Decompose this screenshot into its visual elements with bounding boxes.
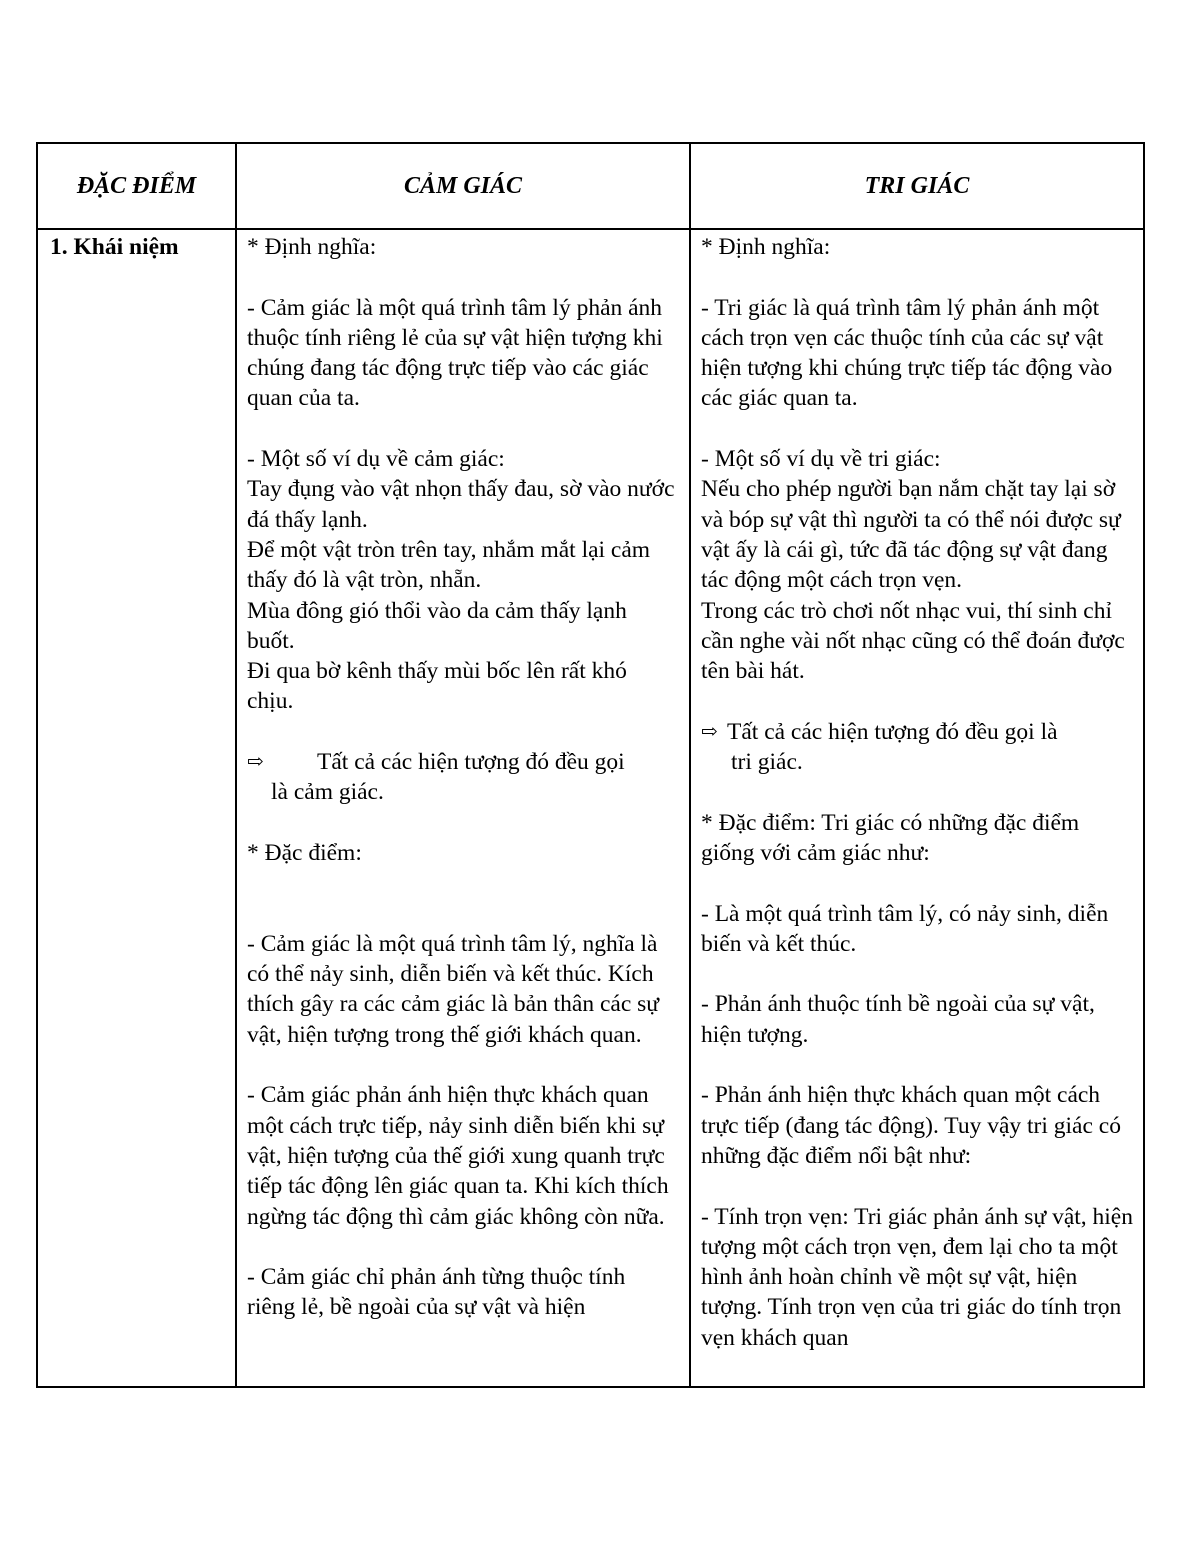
table-row-concept bbox=[37, 229, 1144, 1387]
sensation-conclusion bbox=[247, 747, 679, 777]
perception-feature: - Tính trọn vẹn: Tri giác phản ánh sự vật, hiện tượng một cách trọn vẹn, đem lại cho ta một hình ảnh hoàn chỉnh về một sự vật, hiện tượng. Tính trọn vẹn của tri giác do tính trọn vẹn khách quan bbox=[701, 1203, 1133, 1351]
sensation-example: Đi qua bờ kênh thấy mùi bốc lên rất khó chịu. bbox=[247, 658, 627, 715]
row-label: 1. Khái niệm bbox=[50, 234, 179, 260]
comparison-table bbox=[36, 142, 1145, 1388]
header-characteristic-text: ĐẶC ĐIỂM bbox=[76, 172, 197, 199]
arrow-right-icon: ⇨ bbox=[701, 720, 718, 743]
perception-features-title: * Đặc điểm: Tri giác có những đặc điểm giống với cảm giác như: bbox=[701, 809, 1080, 866]
perception-feature: - Là một quá trình tâm lý, có nảy sinh, diễn biến và kết thúc. bbox=[701, 900, 1109, 957]
perception-feature: - Phản ánh thuộc tính bề ngoài của sự vật, hiện tượng. bbox=[701, 991, 1095, 1048]
arrow-right-icon: ⇨ bbox=[247, 751, 264, 774]
sensation-feature: - Cảm giác phản ánh hiện thực khách quan một cách trực tiếp, nảy sinh diễn biến khi sự vật, hiện tượng của thế giới xung quanh trực tiếp tác động lên giác quan ta. Khi kích thích ngừng tác động thì cảm giác không còn nữa. bbox=[247, 1082, 669, 1230]
row-label-cell bbox=[37, 229, 236, 1387]
sensation-feature: - Cảm giác chỉ phản ánh từng thuộc tính riêng lẻ, bề ngoài của sự vật và hiện bbox=[247, 1264, 626, 1321]
header-sensation-text: CẢM GIÁC bbox=[403, 172, 523, 199]
sensation-example: Mùa đông gió thổi vào da cảm thấy lạnh buốt. bbox=[247, 597, 627, 654]
perception-feature: - Phản ánh hiện thực khách quan một cách trực tiếp (đang tác động). Tuy vậy tri giác có những đặc điểm nổi bật như: bbox=[701, 1082, 1121, 1169]
sensation-definition-title: * Định nghĩa: bbox=[247, 234, 377, 260]
perception-conclusion-line2: tri giác. bbox=[731, 749, 803, 776]
header-perception-text: TRI GIÁC bbox=[864, 172, 970, 199]
sensation-feature: - Cảm giác là một quá trình tâm lý, nghĩa là có thể nảy sinh, diễn biến và kết thúc. Kích thích gây ra các cảm giác là bản thân các sự vật, hiện tượng trong thế giới khách quan. bbox=[247, 930, 660, 1048]
perception-example: Nếu cho phép người bạn nắm chặt tay lại sờ và bóp sự vật thì người ta có thể nói được sự vật ấy là cái gì, tức đã tác động sự vật đang tác động một cách trọn vẹn. bbox=[701, 476, 1121, 594]
perception-examples-title: - Một số ví dụ về tri giác: bbox=[701, 446, 941, 473]
sensation-conclusion-line2: là cảm giác. bbox=[271, 779, 384, 806]
perception-conclusion bbox=[701, 717, 1133, 747]
header-sensation bbox=[236, 143, 690, 229]
table-header-row bbox=[37, 143, 1144, 229]
perception-definition-title: * Định nghĩa: bbox=[701, 234, 831, 260]
header-characteristic bbox=[37, 143, 236, 229]
perception-example: Trong các trò chơi nốt nhạc vui, thí sinh chỉ cần nghe vài nốt nhạc cũng có thể đoán được tên bài hát. bbox=[701, 597, 1125, 685]
sensation-example: Tay đụng vào vật nhọn thấy đau, sờ vào nước đá thấy lạnh. bbox=[247, 476, 675, 533]
sensation-features-title: * Đặc điểm: bbox=[247, 839, 362, 866]
perception-conclusion-line1: Tất cả các hiện tượng đó đều gọi là bbox=[727, 718, 1058, 745]
sensation-cell bbox=[236, 229, 690, 1387]
perception-cell bbox=[690, 229, 1144, 1387]
sensation-example: Để một vật tròn trên tay, nhắm mắt lại cảm thấy đó là vật tròn, nhẵn. bbox=[247, 536, 651, 594]
perception-definition-text: - Tri giác là quá trình tâm lý phản ánh một cách trọn vẹn các thuộc tính của các sự vật hiện tượng khi chúng trực tiếp tác động vào các giác quan ta. bbox=[701, 294, 1113, 412]
sensation-conclusion-line1: Tất cả các hiện tượng đó đều gọi bbox=[317, 749, 625, 776]
sensation-definition-text: - Cảm giác là một quá trình tâm lý phản ánh thuộc tính riêng lẻ của sự vật hiện tượng khi chúng đang tác động trực tiếp vào các giác quan của ta. bbox=[247, 294, 663, 412]
header-perception bbox=[690, 143, 1144, 229]
sensation-examples-title: - Một số ví dụ về cảm giác: bbox=[247, 446, 505, 473]
